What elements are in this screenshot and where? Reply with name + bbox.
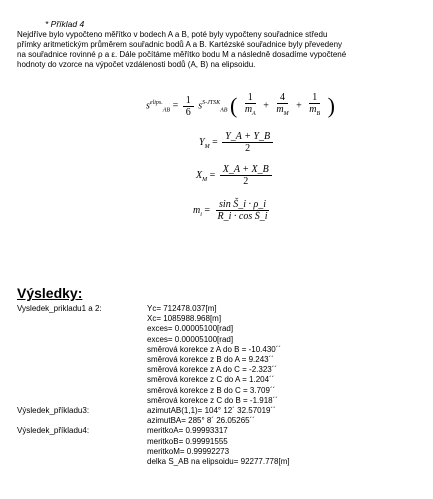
formula-lhs: Y [199,136,205,148]
result-value: meritkoA= 0.99993317 [147,426,228,435]
result-value: azimutBA= 285° 8´ 26.05265´´ [147,416,255,425]
result-value: exces= 0.00005100[rad] [147,324,234,333]
formula-ellipsoid-distance: $s^{elips.}_{AB}$ = $\frac{1}{6}$ $s^{S-JTSK}_{AB}$ ( $\frac{1}{m_A}$ + $\frac{4}{m_M}$ + $\frac{1}{m_B}$ ) [146,92,335,118]
formula-lhs-sub: M [202,176,208,183]
formula-lhs: X [196,169,203,181]
formula-mi: $m_i$ = $\frac{\text{sin Š\_i · ρ\_i}}{\text{R\_i · cos Š\_i}}$ [193,199,273,222]
formula-lhs-sup: elips. [149,99,163,106]
formula-denominator: R_i · cos Š_i [217,211,268,222]
formula-denominator: 2 [245,143,251,154]
formula-term-b: $\frac{1}{m_B}$ [309,92,321,117]
result-label: Vysledek_prikladu1 a 2: [17,304,102,313]
formula-s-sup: S-JTSK [202,99,221,106]
formula-term-a: $\frac{1}{m_A}$ [244,92,256,117]
result-value: směrová korekce z C do A = 1.204´´ [147,375,275,384]
example-title: * Příklad 4 [45,19,85,29]
formula-ym: $Y_M$ = $\frac{Y\_A + Y\_B}{2}$ [199,131,275,154]
result-value: směrová korekce z B do A = 9.243´´ [147,355,274,364]
result-value: azimutAB(1,1)= 104° 12´ 32.57019´´ [147,406,276,415]
result-value: delka S_AB na elipsoidu= 92277.778[m] [147,457,290,466]
intro-line: Nejdříve bylo vypočteno měřítko v bodech A a B, poté byly vypočteny souřadnice středu [17,30,328,39]
result-label: Výsledek_příkladu4: [17,426,90,435]
formula-numerator: sin Š_i · ρ_i [216,199,269,211]
result-label: Výsledek_příkladu3: [17,406,90,415]
formula-denominator: 2 [243,176,249,187]
intro-line: přímky aritmetickým průměrem souřadnic bodů A a B. Kartézské souřadnice byly převedeny [17,40,343,49]
result-value: směrová korekce z B do C = 3.709´´ [147,386,276,395]
results-heading: Výsledky: [17,285,83,301]
intro-line: na souřadnice rovinné ρ a ε. Dále počítáme měřítko bodu M a následně dosadíme vypočtené [17,50,347,59]
formula-xm: $X_M$ = $\frac{X\_A + X\_B}{2}$ [196,164,274,187]
formula-lhs-sub: M [204,143,210,150]
formula-term-m: $\frac{4}{m_M}$ [276,92,289,117]
result-value: exces= 0.00005100[rad] [147,335,234,344]
formula-lhs-sub: i [200,211,202,218]
formula-lhs: s [146,100,150,112]
formula-s: s [198,100,203,112]
formula-coefficient: $\frac{1}{6}$ [183,95,194,118]
formula-numerator: X_A + X_B [220,164,272,176]
intro-line: hodnoty do vzorce na výpočet vzdálenosti bodů (A, B) na elipsoidu. [17,60,256,69]
formula-s-sub: AB [220,107,228,114]
result-value: meritkoM= 0.99992273 [147,447,230,456]
formula-lhs: m [193,204,201,216]
intro-paragraph [17,30,433,70]
formula-lhs-sub: AB [162,107,171,114]
result-value: směrová korekce z A do B = -10.430´´ [147,345,282,354]
result-value: směrová korekce z C do B = -1.918´´ [147,396,278,405]
result-value: směrová korekce z A do C = -2.323´´ [147,365,278,374]
result-value: Yc= 712478.037[m] [147,304,217,313]
result-value: meritkoB= 0.99991555 [147,437,228,446]
result-value: Xc= 1085988.968[m] [147,314,222,323]
formula-numerator: Y_A + Y_B [222,131,273,143]
